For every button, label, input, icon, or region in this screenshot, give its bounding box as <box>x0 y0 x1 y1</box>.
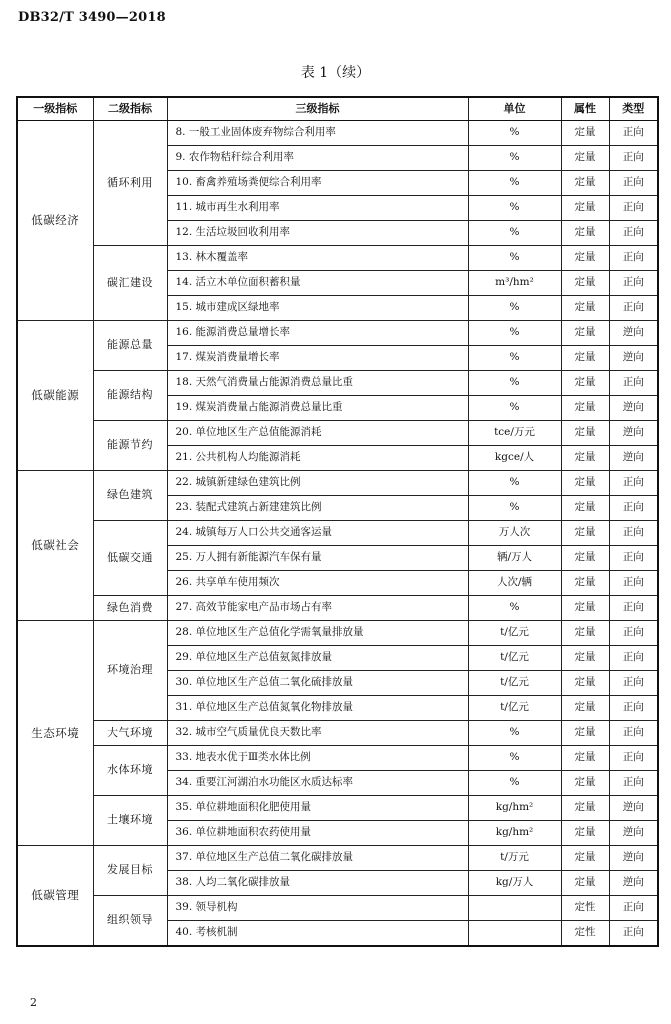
indicator-cell: 28. 单位地区生产总值化学需氧量排放量 <box>167 621 468 646</box>
type-cell: 正向 <box>609 496 658 521</box>
attribute-cell: 定量 <box>561 246 609 271</box>
type-cell: 逆向 <box>609 346 658 371</box>
table-row <box>17 596 658 621</box>
indicator-cell: 22. 城镇新建绿色建筑比例 <box>167 471 468 496</box>
type-cell: 正向 <box>609 746 658 771</box>
indicator-cell: 8. 一般工业固体废弃物综合利用率 <box>167 121 468 146</box>
attribute-cell: 定量 <box>561 446 609 471</box>
indicator-cell: 32. 城市空气质量优良天数比率 <box>167 721 468 746</box>
type-cell: 逆向 <box>609 396 658 421</box>
attribute-cell: 定量 <box>561 321 609 346</box>
table-header-row <box>17 97 658 121</box>
unit-cell: % <box>468 196 561 221</box>
table-title: 表 1（续） <box>300 65 371 81</box>
attribute-cell: 定量 <box>561 546 609 571</box>
unit-cell: kg/hm² <box>468 821 561 846</box>
level2-cell: 能源结构 <box>93 371 167 421</box>
type-cell: 逆向 <box>609 821 658 846</box>
attribute-cell: 定量 <box>561 421 609 446</box>
level1-cell: 生态环境 <box>17 621 93 846</box>
level2-cell: 能源总量 <box>93 321 167 371</box>
indicator-cell: 14. 活立木单位面积蓄积量 <box>167 271 468 296</box>
unit-cell: 辆/万人 <box>468 546 561 571</box>
indicator-cell: 10. 畜禽养殖场粪便综合利用率 <box>167 171 468 196</box>
indicator-cell: 23. 装配式建筑占新建建筑比例 <box>167 496 468 521</box>
attribute-cell: 定量 <box>561 746 609 771</box>
unit-cell: 人次/辆 <box>468 571 561 596</box>
type-cell: 逆向 <box>609 846 658 871</box>
type-cell: 正向 <box>609 546 658 571</box>
indicator-cell: 9. 农作物秸秆综合利用率 <box>167 146 468 171</box>
indicator-cell: 18. 天然气消费量占能源消费总量比重 <box>167 371 468 396</box>
table-row <box>17 896 658 921</box>
indicator-table <box>16 96 659 947</box>
type-cell: 正向 <box>609 921 658 947</box>
level1-cell: 低碳管理 <box>17 846 93 947</box>
type-cell: 正向 <box>609 146 658 171</box>
level2-cell: 大气环境 <box>93 721 167 746</box>
type-cell: 正向 <box>609 296 658 321</box>
unit-cell: % <box>468 346 561 371</box>
level2-cell: 组织领导 <box>93 896 167 947</box>
indicator-cell: 13. 林木覆盖率 <box>167 246 468 271</box>
level2-cell: 绿色建筑 <box>93 471 167 521</box>
attribute-cell: 定量 <box>561 796 609 821</box>
level1-cell: 低碳经济 <box>17 121 93 321</box>
header-attribute: 属性 <box>561 97 609 121</box>
attribute-cell: 定量 <box>561 571 609 596</box>
indicator-cell: 15. 城市建成区绿地率 <box>167 296 468 321</box>
table-row <box>17 721 658 746</box>
page-number: 2 <box>30 996 37 1009</box>
header-level2: 二级指标 <box>93 97 167 121</box>
type-cell: 正向 <box>609 196 658 221</box>
attribute-cell: 定量 <box>561 196 609 221</box>
type-cell: 逆向 <box>609 321 658 346</box>
unit-cell: kgce/人 <box>468 446 561 471</box>
unit-cell: % <box>468 246 561 271</box>
attribute-cell: 定量 <box>561 821 609 846</box>
unit-cell: % <box>468 121 561 146</box>
indicator-cell: 29. 单位地区生产总值氨氮排放量 <box>167 646 468 671</box>
table-row <box>17 746 658 771</box>
unit-cell: % <box>468 396 561 421</box>
indicator-cell: 40. 考核机制 <box>167 921 468 947</box>
header-level3: 三级指标 <box>167 97 468 121</box>
type-cell: 正向 <box>609 571 658 596</box>
indicator-cell: 19. 煤炭消费量占能源消费总量比重 <box>167 396 468 421</box>
unit-cell: % <box>468 146 561 171</box>
unit-cell: % <box>468 171 561 196</box>
indicator-cell: 26. 共享单车使用频次 <box>167 571 468 596</box>
attribute-cell: 定量 <box>561 271 609 296</box>
unit-cell: m³/hm² <box>468 271 561 296</box>
level1-cell: 低碳社会 <box>17 471 93 621</box>
indicator-cell: 24. 城镇每万人口公共交通客运量 <box>167 521 468 546</box>
table-row <box>17 621 658 646</box>
attribute-cell: 定量 <box>561 471 609 496</box>
unit-cell: t/亿元 <box>468 621 561 646</box>
header-unit: 单位 <box>468 97 561 121</box>
type-cell: 正向 <box>609 896 658 921</box>
unit-cell: % <box>468 496 561 521</box>
table-row <box>17 246 658 271</box>
table-row <box>17 796 658 821</box>
type-cell: 正向 <box>609 271 658 296</box>
attribute-cell: 定量 <box>561 771 609 796</box>
indicator-cell: 39. 领导机构 <box>167 896 468 921</box>
attribute-cell: 定量 <box>561 496 609 521</box>
type-cell: 正向 <box>609 371 658 396</box>
unit-cell: % <box>468 771 561 796</box>
attribute-cell: 定量 <box>561 521 609 546</box>
unit-cell: % <box>468 471 561 496</box>
indicator-cell: 33. 地表水优于Ⅲ类水体比例 <box>167 746 468 771</box>
type-cell: 正向 <box>609 621 658 646</box>
attribute-cell: 定量 <box>561 696 609 721</box>
table-row <box>17 421 658 446</box>
indicator-cell: 21. 公共机构人均能源消耗 <box>167 446 468 471</box>
type-cell: 正向 <box>609 771 658 796</box>
unit-cell: % <box>468 296 561 321</box>
table-row <box>17 471 658 496</box>
attribute-cell: 定量 <box>561 596 609 621</box>
unit-cell: kg/hm² <box>468 796 561 821</box>
attribute-cell: 定量 <box>561 846 609 871</box>
type-cell: 正向 <box>609 696 658 721</box>
attribute-cell: 定性 <box>561 896 609 921</box>
attribute-cell: 定量 <box>561 621 609 646</box>
level2-cell: 土壤环境 <box>93 796 167 846</box>
level2-cell: 循环利用 <box>93 121 167 246</box>
unit-cell: % <box>468 596 561 621</box>
attribute-cell: 定量 <box>561 646 609 671</box>
indicator-cell: 25. 万人拥有新能源汽车保有量 <box>167 546 468 571</box>
unit-cell: % <box>468 746 561 771</box>
indicator-cell: 34. 重要江河湖泊水功能区水质达标率 <box>167 771 468 796</box>
table-row <box>17 521 658 546</box>
unit-cell: % <box>468 721 561 746</box>
attribute-cell: 定量 <box>561 346 609 371</box>
type-cell: 逆向 <box>609 446 658 471</box>
type-cell: 正向 <box>609 471 658 496</box>
table-row <box>17 371 658 396</box>
table-row <box>17 121 658 146</box>
unit-cell: t/亿元 <box>468 646 561 671</box>
attribute-cell: 定量 <box>561 221 609 246</box>
level1-cell: 低碳能源 <box>17 321 93 471</box>
unit-cell: % <box>468 221 561 246</box>
type-cell: 正向 <box>609 221 658 246</box>
standard-code: DB32/T 3490—2018 <box>18 10 166 25</box>
type-cell: 逆向 <box>609 796 658 821</box>
indicator-cell: 36. 单位耕地面积农药使用量 <box>167 821 468 846</box>
indicator-cell: 16. 能源消费总量增长率 <box>167 321 468 346</box>
unit-cell: % <box>468 371 561 396</box>
type-cell: 正向 <box>609 671 658 696</box>
attribute-cell: 定量 <box>561 371 609 396</box>
indicator-cell: 20. 单位地区生产总值能源消耗 <box>167 421 468 446</box>
level2-cell: 发展目标 <box>93 846 167 896</box>
indicator-cell: 30. 单位地区生产总值二氧化硫排放量 <box>167 671 468 696</box>
header-level1: 一级指标 <box>17 97 93 121</box>
indicator-cell: 27. 高效节能家电产品市场占有率 <box>167 596 468 621</box>
attribute-cell: 定量 <box>561 721 609 746</box>
unit-cell: tce/万元 <box>468 421 561 446</box>
unit-cell: % <box>468 321 561 346</box>
attribute-cell: 定量 <box>561 171 609 196</box>
attribute-cell: 定量 <box>561 671 609 696</box>
type-cell: 正向 <box>609 246 658 271</box>
type-cell: 正向 <box>609 121 658 146</box>
type-cell: 正向 <box>609 521 658 546</box>
table-row <box>17 321 658 346</box>
level2-cell: 碳汇建设 <box>93 246 167 321</box>
unit-cell: kg/万人 <box>468 871 561 896</box>
unit-cell: 万人次 <box>468 521 561 546</box>
level2-cell: 绿色消费 <box>93 596 167 621</box>
attribute-cell: 定量 <box>561 871 609 896</box>
header-type: 类型 <box>609 97 658 121</box>
indicator-cell: 37. 单位地区生产总值二氧化碳排放量 <box>167 846 468 871</box>
indicator-cell: 38. 人均二氧化碳排放量 <box>167 871 468 896</box>
type-cell: 正向 <box>609 646 658 671</box>
attribute-cell: 定量 <box>561 146 609 171</box>
table-row <box>17 846 658 871</box>
type-cell: 正向 <box>609 171 658 196</box>
type-cell: 逆向 <box>609 421 658 446</box>
attribute-cell: 定量 <box>561 121 609 146</box>
unit-cell <box>468 896 561 921</box>
attribute-cell: 定量 <box>561 396 609 421</box>
type-cell: 正向 <box>609 596 658 621</box>
indicator-cell: 11. 城市再生水利用率 <box>167 196 468 221</box>
level2-cell: 环境治理 <box>93 621 167 721</box>
indicator-cell: 12. 生活垃圾回收利用率 <box>167 221 468 246</box>
level2-cell: 能源节约 <box>93 421 167 471</box>
indicator-cell: 17. 煤炭消费量增长率 <box>167 346 468 371</box>
level2-cell: 水体环境 <box>93 746 167 796</box>
unit-cell: t/亿元 <box>468 671 561 696</box>
level2-cell: 低碳交通 <box>93 521 167 596</box>
type-cell: 逆向 <box>609 871 658 896</box>
unit-cell: t/万元 <box>468 846 561 871</box>
unit-cell: t/亿元 <box>468 696 561 721</box>
attribute-cell: 定量 <box>561 296 609 321</box>
indicator-cell: 35. 单位耕地面积化肥使用量 <box>167 796 468 821</box>
attribute-cell: 定性 <box>561 921 609 947</box>
indicator-cell: 31. 单位地区生产总值氮氧化物排放量 <box>167 696 468 721</box>
type-cell: 正向 <box>609 721 658 746</box>
unit-cell <box>468 921 561 947</box>
